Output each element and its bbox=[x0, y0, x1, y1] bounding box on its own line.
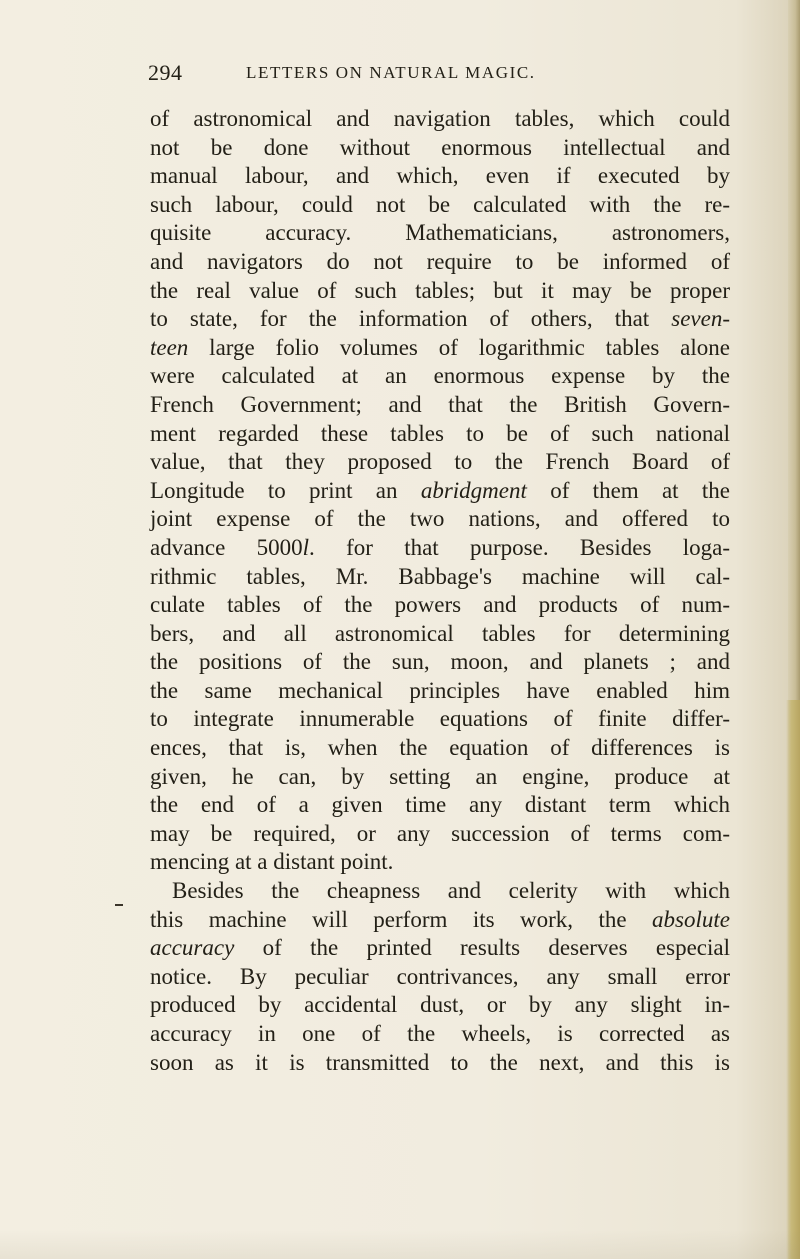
text-line: Besides the cheapness and celerity with which bbox=[172, 878, 730, 904]
text-line: joint expense of the two nations, and offered to bbox=[150, 506, 730, 532]
text-line: and navigators do not require to be informed of bbox=[150, 248, 730, 274]
text-line: of astronomical and navigation tables, which could bbox=[150, 106, 730, 131]
text-line: manual labour, and which, even if executed by bbox=[150, 163, 730, 189]
page-edge-stain bbox=[786, 700, 800, 1259]
text-line: soon as it is transmitted to the next, and this is bbox=[150, 1049, 730, 1075]
text-line: to integrate innumerable equations of finite differ- bbox=[150, 706, 730, 732]
text-line: not be done without enormous intellectual and bbox=[150, 134, 730, 160]
text-line: ences, that is, when the equation of differences is bbox=[150, 735, 730, 761]
body-text bbox=[150, 105, 730, 1077]
margin-mark bbox=[115, 904, 123, 906]
text-line: quisite accuracy. Mathematicians, astronomers, bbox=[150, 220, 730, 246]
text-line: may be required, or any succession of terms com- bbox=[150, 820, 730, 846]
text-line: advance 5000l. for that purpose. Besides loga- bbox=[150, 534, 730, 560]
text-line: such labour, could not be calculated with the re- bbox=[150, 191, 730, 217]
text-line: to state, for the information of others, that seven- bbox=[150, 306, 730, 332]
text-line: rithmic tables, Mr. Babbage's machine will cal- bbox=[150, 563, 730, 589]
text-line: the same mechanical principles have enabled him bbox=[150, 677, 730, 703]
text-line: ment regarded these tables to be of such national bbox=[150, 420, 730, 446]
page-number: 294 bbox=[148, 60, 183, 85]
text-line: value, that they proposed to the French Board of bbox=[150, 449, 730, 475]
text-line: culate tables of the powers and products of num- bbox=[150, 592, 730, 618]
text-line: produced by accidental dust, or by any slight in- bbox=[150, 992, 730, 1018]
text-line: notice. By peculiar contrivances, any small error bbox=[150, 963, 730, 989]
running-head: LETTERS ON NATURAL MAGIC. bbox=[246, 63, 536, 82]
text-line: French Government; and that the British Govern- bbox=[150, 391, 730, 417]
text-line: the positions of the sun, moon, and planets ; and bbox=[150, 649, 730, 675]
text-line: the real value of such tables; but it may be proper bbox=[150, 277, 730, 303]
page-bottom-shading bbox=[0, 1230, 800, 1259]
text-line: the end of a given time any distant term which bbox=[150, 792, 730, 818]
page-header bbox=[148, 60, 728, 90]
text-line: bers, and all astronomical tables for determining bbox=[150, 620, 730, 646]
text-line: accuracy in one of the wheels, is corrected as bbox=[150, 1021, 730, 1046]
text-line: this machine will perform its work, the absolute bbox=[150, 906, 730, 932]
text-line: Longitude to print an abridgment of them at the bbox=[150, 477, 730, 503]
text-line: teen large folio volumes of logarithmic tables alone bbox=[150, 334, 730, 360]
text-line: were calculated at an enormous expense by the bbox=[150, 363, 730, 389]
text-line: mencing at a distant point. bbox=[150, 849, 394, 875]
text-line: accuracy of the printed results deserves especial bbox=[150, 935, 730, 961]
text-line: given, he can, by setting an engine, produce at bbox=[150, 763, 730, 789]
